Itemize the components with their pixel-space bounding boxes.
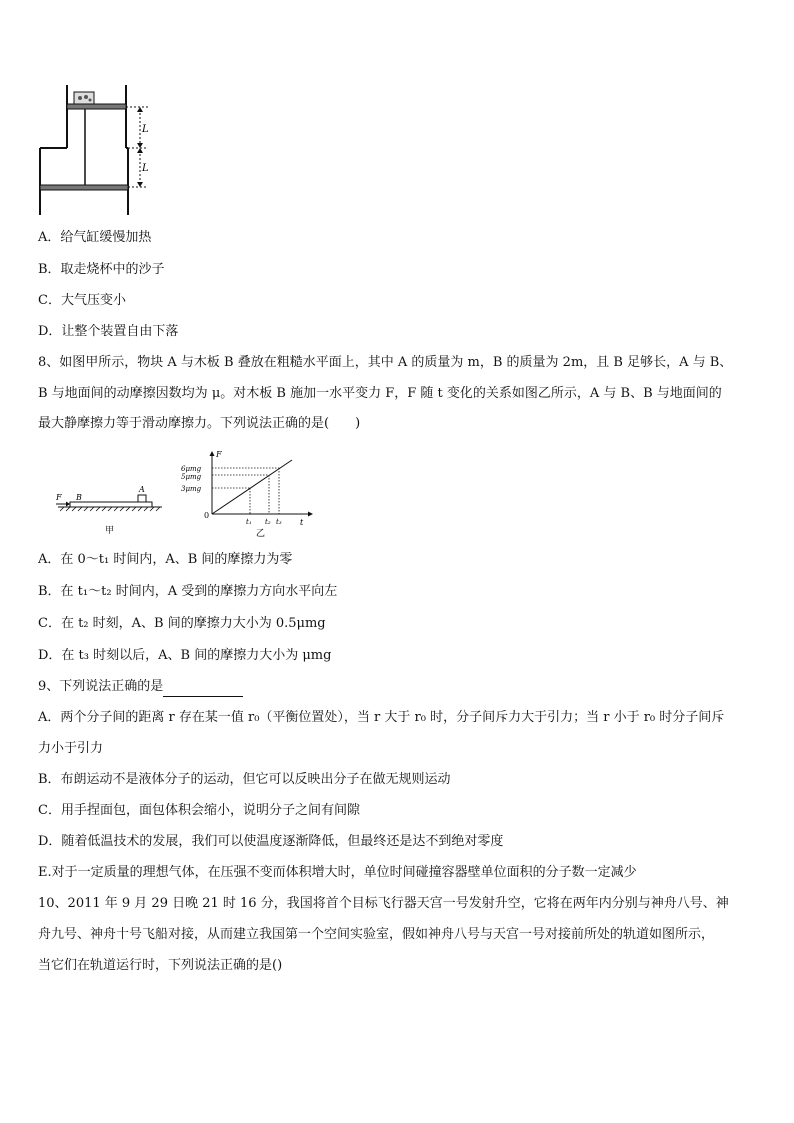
q9-stem-text: 9、下列说法正确的是 <box>38 679 164 694</box>
dimension-label-L1: L <box>142 124 149 135</box>
block-label-A: A <box>139 485 145 494</box>
answer-blank[interactable] <box>163 682 243 697</box>
q10-stem-line1: 10、2011 年 9 月 29 日晚 21 时 16 分，我国将首个目标飞行器天宫一号发射升空，它将在两年内分别与神舟八号、神 <box>38 896 729 911</box>
axis-label-t: t <box>300 518 304 527</box>
q7-option-b: B．取走烧杯中的沙子 <box>38 262 165 277</box>
y-tick-3umg: 3μmg <box>181 485 202 493</box>
y-tick-6umg: 6μmg <box>181 465 202 473</box>
y-tick-5umg: 5μmg <box>181 473 202 481</box>
q8-option-d: D．在 t₃ 时刻以后，A、B 间的摩擦力大小为 μmg <box>38 648 332 663</box>
caption-jia: 甲 <box>105 526 115 536</box>
q9-option-a: A．两个分子间的距离 r 存在某一值 r₀（平衡位置处），当 r 大于 r₀ 时，分子间斥力大于引力；当 r 小于 r₀ 时分子间斥 <box>38 710 725 725</box>
q8-stem-line3: 最大静摩擦力等于滑动摩擦力。下列说法正确的是( ) <box>38 416 361 431</box>
board-label-B: B <box>76 493 82 502</box>
x-tick-t1: t₁ <box>246 518 252 526</box>
origin-label: 0 <box>204 511 210 520</box>
figure-yi-graph <box>180 448 320 544</box>
force-label-F: F <box>56 493 62 502</box>
q9-option-e: E.对于一定质量的理想气体，在压强不变而体积增大时，单位时间碰撞容器壁单位面积的分子数一定减少 <box>38 865 637 880</box>
q10-stem-line2: 舟九号、神舟十号飞船对接，从而建立我国第一个空间实验室，假如神舟八号与天宫一号对接前所处的轨道如图所示， <box>38 927 715 942</box>
q7-option-c: C．大气压变小 <box>38 293 126 308</box>
q10-stem-line3: 当它们在轨道运行时，下列说法正确的是() <box>38 958 283 973</box>
q7-option-d: D．让整个装置自由下落 <box>38 324 179 339</box>
q8-stem-line1: 8、如图甲所示，物块 A 与木板 B 叠放在粗糙水平面上，其中 A 的质量为 m，B 的质量为 2m，且 B 足够长，A 与 B、 <box>38 355 733 370</box>
q8-stem-line2: B 与地面间的动摩擦因数均为 μ。对木板 B 施加一水平变力 F，F 随 t 变化的关系如图乙所示，A 与 B、B 与地面间的 <box>38 386 722 401</box>
q8-option-a: A．在 0～t₁ 时间内，A、B 间的摩擦力为零 <box>38 552 293 567</box>
q9-option-d: D．随着低温技术的发展，我们可以使温度逐渐降低，但最终还是达不到绝对零度 <box>38 834 504 849</box>
q8-option-c: C．在 t₂ 时刻，A、B 间的摩擦力大小为 0.5μmg <box>38 616 326 631</box>
q9-option-c: C．用手捏面包，面包体积会缩小，说明分子之间有间隙 <box>38 803 360 818</box>
x-tick-t3: t₃ <box>276 518 282 526</box>
q9-stem <box>38 677 243 697</box>
q9-option-a-cont: 力小于引力 <box>38 741 104 756</box>
q8-option-b: B．在 t₁～t₂ 时间内，A 受到的摩擦力方向水平向左 <box>38 584 338 599</box>
cylinder-figure <box>30 80 160 220</box>
q9-option-b: B．布朗运动不是液体分子的运动，但它可以反映出分子在做无规则运动 <box>38 772 451 787</box>
figure-jia <box>50 480 170 540</box>
axis-label-F: F <box>216 450 222 459</box>
x-tick-t2: t₂ <box>265 518 271 526</box>
caption-yi: 乙 <box>256 529 266 539</box>
q7-option-a: A．给气缸缓慢加热 <box>38 230 152 245</box>
dimension-label-L2: L <box>142 163 149 174</box>
